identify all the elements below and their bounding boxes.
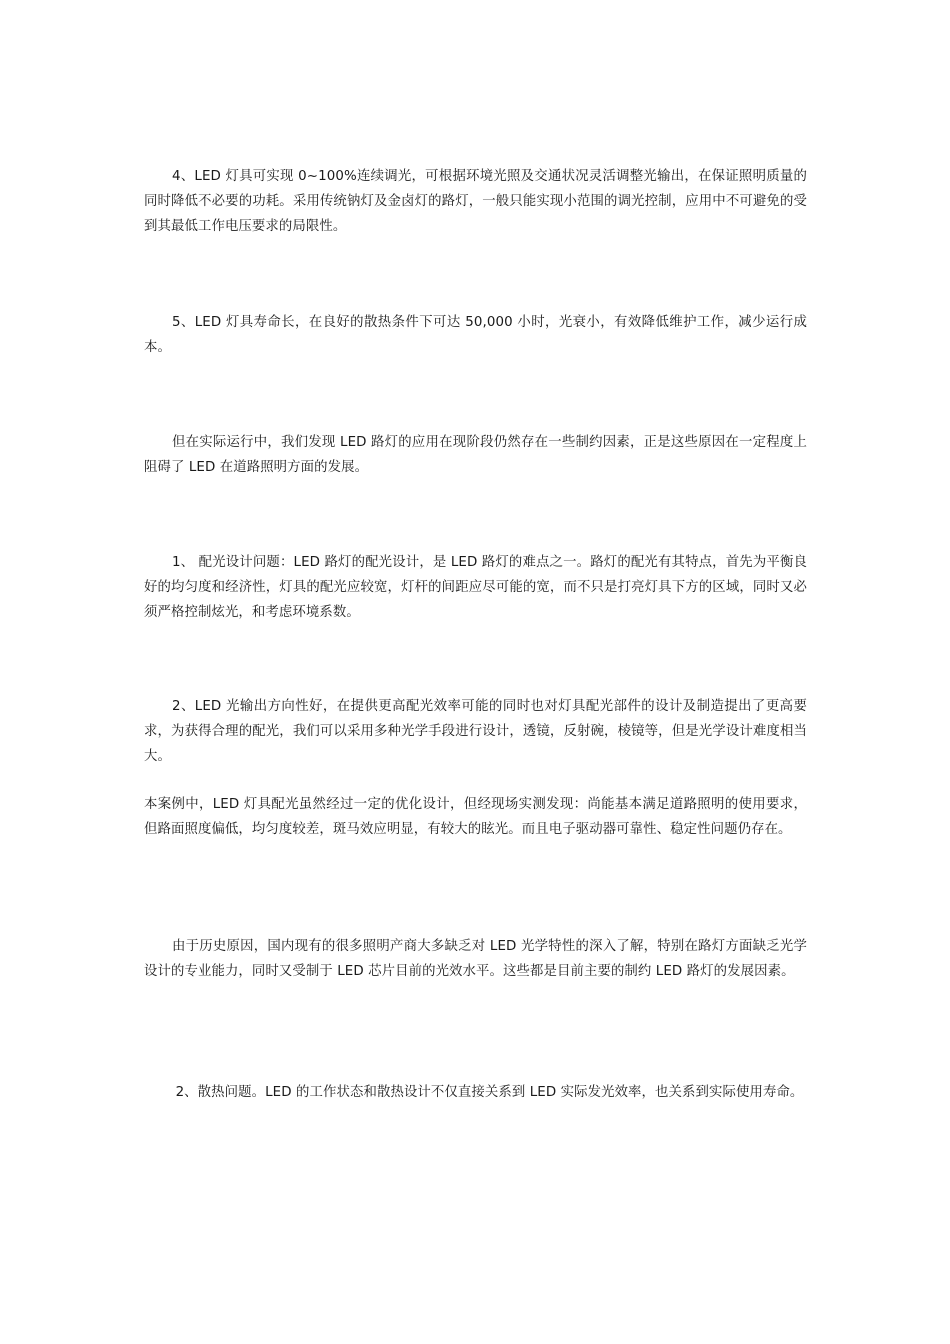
paragraph-light-distribution: 1、 配光设计问题：LED 路灯的配光设计，是 LED 路灯的难点之一。路灯的配光有其特点，首先为平衡良好的均匀度和经济性，灯具的配光应较宽，灯杆的间距应尽可能的宽，而不只是打亮灯具下方的区域，同时又必须严格控制炫光，和考虑环境系数。 — [144, 555, 807, 620]
paragraph-case-study: 本案例中，LED 灯具配光虽然经过一定的优化设计，但经现场实测发现：尚能基本满足道路照明的使用要求，但路面照度偏低，均匀度较差，斑马效应明显，有较大的眩光。而且电子驱动器可靠性、稳定性问题仍存在。 — [144, 797, 807, 837]
paragraph-industry: 由于历史原因，国内现有的很多照明产商大多缺乏对 LED 光学特性的深入了解，特别在路灯方面缺乏光学设计的专业能力，同时又受制于 LED 芯片目前的光效水平。这些都是目前主要的制约 LED 路灯的发展因素。 — [144, 939, 807, 979]
paragraph-dimming: 4、LED 灯具可实现 0~100%连续调光，可根据环境光照及交通状况灵活调整光输出，在保证照明质量的同时降低不必要的功耗。采用传统钠灯及金卤灯的路灯，一般只能实现小范围的调光控制，应用中不可避免的受到其最低工作电压要求的局限性。 — [144, 169, 807, 234]
paragraph-directionality: 2、LED 光输出方向性好，在提供更高配光效率可能的同时也对灯具配光部件的设计及制造提出了更高要求，为获得合理的配光，我们可以采用多种光学手段进行设计，透镜，反射碗，棱镜等，但是光学设计难度相当大。 — [144, 699, 807, 764]
paragraph-heat-dissipation: 2、散热问题。LED 的工作状态和散热设计不仅直接关系到 LED 实际发光效率，也关系到实际使用寿命。 — [175, 1085, 804, 1100]
paragraph-lifespan: 5、LED 灯具寿命长，在良好的散热条件下可达 50,000 小时，光衰小，有效降低维护工作，减少运行成本。 — [144, 315, 807, 355]
paragraph-constraints: 但在实际运行中，我们发现 LED 路灯的应用在现阶段仍然存在一些制约因素，正是这些原因在一定程度上阻碍了 LED 在道路照明方面的发展。 — [144, 435, 807, 475]
